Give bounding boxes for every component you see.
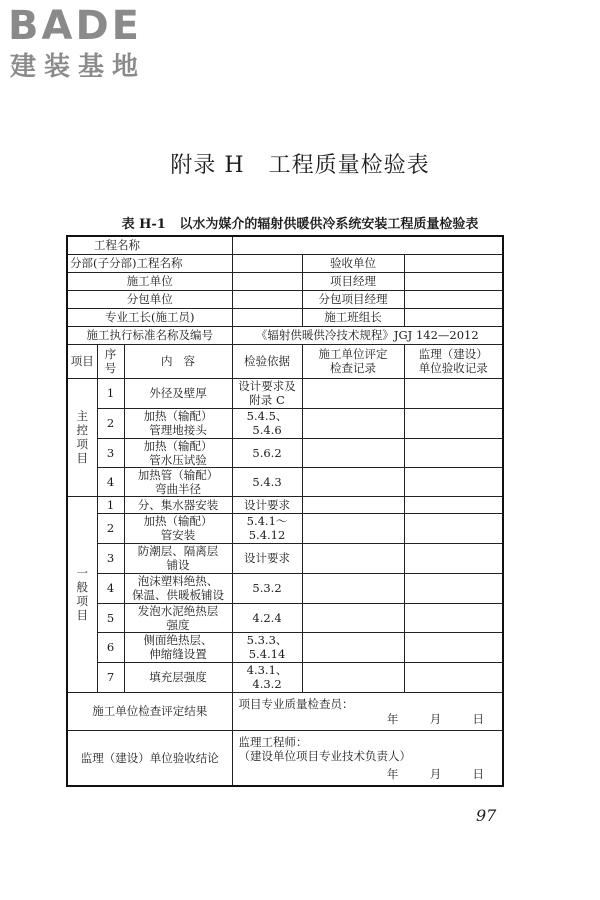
basis-cell: 4.3.1、 4.3.2 [232,662,302,692]
table-row [67,513,503,543]
acceptance-unit-label: 验收单位 [302,254,404,272]
project-name-label: 工程名称 [67,236,232,254]
main-control-label: 主 控 项 目 [67,378,97,496]
supervision-record-cell [404,662,503,692]
construction-record-cell [302,603,404,632]
basis-cell: 4.2.4 [232,603,302,632]
supervision-date: 年 月 日 [386,766,485,781]
table-row [67,378,503,408]
row-project-name [67,236,503,254]
basis-cell: 5.4.3 [232,467,302,496]
supervision-record-cell [404,513,503,543]
construction-record-cell [302,496,404,513]
page-title: 附录 H 工程质量检验表 [170,153,430,178]
inspection-date: 年 月 日 [386,711,485,726]
construction-record-cell [302,543,404,573]
table-row [67,662,503,692]
row-foreman [67,308,503,326]
supervision-record-cell [404,632,503,662]
seq-cell: 1 [97,496,124,513]
standard-value: 《辐射供暖供冷技术规程》JGJ 142—2012 [232,326,503,344]
col-basis: 检验依据 [232,344,302,378]
basis-cell: 设计要求及 附录 C [232,378,302,408]
col-seq: 序号 [97,344,124,378]
subcontractor-value [232,290,302,308]
table-row [67,408,503,438]
content-cell: 加热（输配） 管理地接头 [124,408,232,438]
construction-unit-label: 施工单位 [67,272,232,290]
row-construction-unit [67,272,503,290]
row-subcontractor [67,290,503,308]
column-header-row [67,344,503,378]
basis-cell: 5.4.1～ 5.4.12 [232,513,302,543]
content-cell: 加热（输配） 管水压试验 [124,438,232,467]
construction-result-cell [232,692,503,730]
standard-label: 施工执行标准名称及编号 [67,326,232,344]
content-cell: 泡沫塑料绝热、 保温、供暖板铺设 [124,573,232,603]
general-items-label: 一 般 项 目 [67,496,97,692]
basis-cell: 5.6.2 [232,438,302,467]
supervision-conclusion-cell [232,730,503,786]
col-construction-record: 施工单位评定 检查记录 [302,344,404,378]
seq-cell: 2 [97,408,124,438]
construction-record-cell [302,513,404,543]
foreman-label: 专业工长(施工员) [67,308,232,326]
seq-cell: 3 [97,543,124,573]
basis-cell: 5.4.5、 5.4.6 [232,408,302,438]
subcontractor-label: 分包单位 [67,290,232,308]
logo-main-text: BADE [8,3,142,49]
table-row [67,467,503,496]
logo-sub-text: 建装基地 [10,52,147,82]
sub-project-manager-label: 分包项目经理 [302,290,404,308]
col-item: 项目 [67,344,97,378]
table-row [67,496,503,513]
construction-unit-value [232,272,302,290]
supervision-record-cell [404,573,503,603]
construction-record-cell [302,573,404,603]
bade-logo [8,4,178,88]
supervision-record-cell [404,496,503,513]
table-row [67,573,503,603]
col-supervision-record: 监理（建设） 单位验收记录 [404,344,503,378]
page-number: 97 [476,806,497,825]
project-manager-value [404,272,503,290]
construction-record-cell [302,662,404,692]
sub-project-value [232,254,302,272]
seq-cell: 2 [97,513,124,543]
quality-inspector-label: 项目专业质量检查员： [238,696,354,711]
project-manager-label: 项目经理 [302,272,404,290]
construction-record-cell [302,378,404,408]
table-row [67,543,503,573]
seq-cell: 4 [97,573,124,603]
content-cell: 发泡水泥绝热层 强度 [124,603,232,632]
foreman-value [232,308,302,326]
supervision-record-cell [404,408,503,438]
content-cell: 防潮层、隔离层 铺设 [124,543,232,573]
seq-cell: 4 [97,467,124,496]
supervision-label: 监理（建设）单位验收结论 [67,730,232,786]
construction-record-cell [302,408,404,438]
content-cell: 加热（输配） 管安装 [124,513,232,543]
team-leader-label: 施工班组长 [302,308,404,326]
supervision-conclusion-row [67,730,503,786]
construction-result-row [67,692,503,730]
content-cell: 加热管（输配） 弯曲半径 [124,467,232,496]
seq-cell: 6 [97,632,124,662]
row-standard [67,326,503,344]
seq-cell: 5 [97,603,124,632]
table-row [67,603,503,632]
supervision-record-cell [404,467,503,496]
supervision-engineer-label: 监理工程师： （建设单位项目专业技术负责人） [238,734,412,763]
sub-project-label: 分部(子分部)工程名称 [67,254,232,272]
table-row [67,438,503,467]
construction-record-cell [302,438,404,467]
construction-record-cell [302,467,404,496]
seq-cell: 1 [97,378,124,408]
team-leader-value [404,308,503,326]
construction-result-label: 施工单位检查评定结果 [67,692,232,730]
supervision-record-cell [404,438,503,467]
basis-cell: 5.3.2 [232,573,302,603]
content-cell: 侧面绝热层、 伸缩缝设置 [124,632,232,662]
basis-cell: 设计要求 [232,543,302,573]
basis-cell: 设计要求 [232,496,302,513]
project-name-value [232,236,503,254]
quality-inspection-table [66,235,504,787]
content-cell: 分、集水器安装 [124,496,232,513]
basis-cell: 5.3.3、 5.4.14 [232,632,302,662]
content-cell: 填充层强度 [124,662,232,692]
table-row [67,632,503,662]
content-cell: 外径及壁厚 [124,378,232,408]
construction-record-cell [302,632,404,662]
table-caption: 表 H-1 以水为媒介的辐射供暖供冷系统安装工程质量检验表 [121,217,479,232]
row-sub-project [67,254,503,272]
supervision-record-cell [404,603,503,632]
col-content: 内 容 [124,344,232,378]
seq-cell: 7 [97,662,124,692]
sub-project-manager-value [404,290,503,308]
supervision-record-cell [404,378,503,408]
seq-cell: 3 [97,438,124,467]
acceptance-unit-value [404,254,503,272]
supervision-record-cell [404,543,503,573]
